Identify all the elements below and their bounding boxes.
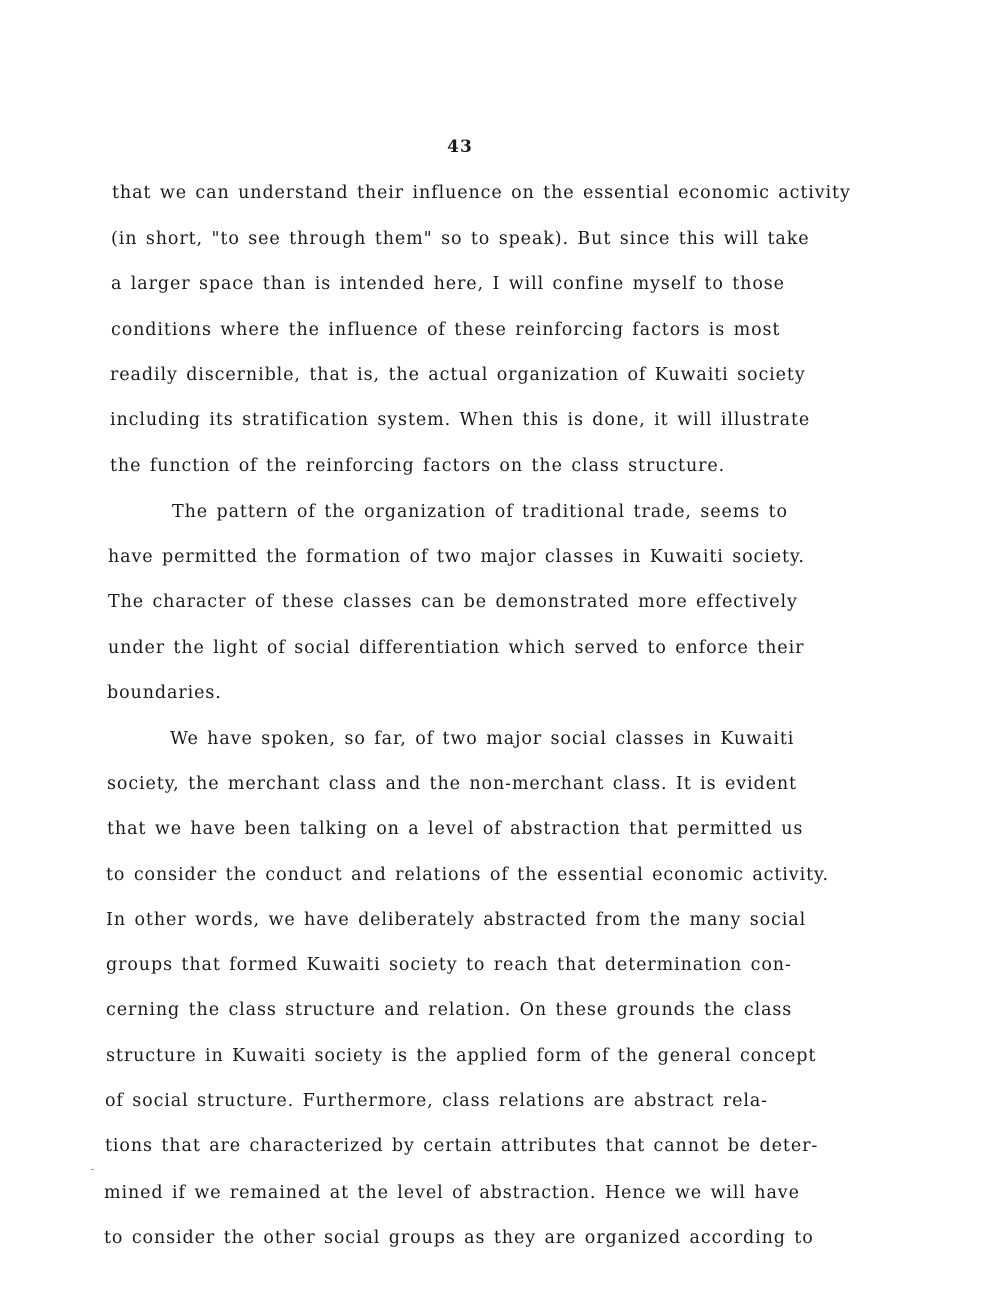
text-line: (in short, "to see through them" so to speak). But since this will take xyxy=(111,229,810,249)
text-line: society, the merchant class and the non-merchant class. It is evident xyxy=(107,774,797,794)
margin-mark xyxy=(91,1169,94,1170)
text-line: under the light of social differentiation which served to enforce their xyxy=(108,638,805,658)
text-line: including its stratification system. When this is done, it will illustrate xyxy=(110,410,811,430)
text-line: a larger space than is intended here, I will confine myself to those xyxy=(111,274,785,294)
text-line: tions that are characterized by certain attributes that cannot be deter- xyxy=(105,1136,819,1156)
text-line: have permitted the formation of two major classes in Kuwaiti society. xyxy=(108,547,805,567)
text-line: boundaries. xyxy=(107,683,222,703)
text-line: readily discernible, that is, the actual organization of Kuwaiti society xyxy=(110,365,806,385)
text-line: The character of these classes can be demonstrated more effectively xyxy=(108,592,798,612)
text-line: groups that formed Kuwaiti society to reach that determination con- xyxy=(106,955,792,975)
text-line: cerning the class structure and relation. On these grounds the class xyxy=(106,1000,793,1020)
text-line: of social structure. Furthermore, class relations are abstract rela- xyxy=(105,1091,768,1111)
text-line: that we have been talking on a level of abstraction that permitted us xyxy=(107,819,804,839)
text-line: to consider the conduct and relations of the essential economic activity. xyxy=(106,865,829,885)
text-line: The pattern of the organization of traditional trade, seems to xyxy=(172,502,788,522)
text-line: that we can understand their influence on the essential economic activity xyxy=(112,183,851,203)
text-line: to consider the other social groups as they are organized according to xyxy=(104,1228,814,1248)
text-line: conditions where the influence of these reinforcing factors is most xyxy=(111,320,781,340)
text-line: the function of the reinforcing factors on the class structure. xyxy=(110,456,726,476)
page-number: 43 xyxy=(447,137,473,157)
text-line: mined if we remained at the level of abstraction. Hence we will have xyxy=(104,1183,800,1203)
text-line: We have spoken, so far, of two major social classes in Kuwaiti xyxy=(170,729,795,749)
text-line: In other words, we have deliberately abstracted from the many social xyxy=(106,910,807,930)
text-line: structure in Kuwaiti society is the applied form of the general concept xyxy=(106,1046,817,1066)
